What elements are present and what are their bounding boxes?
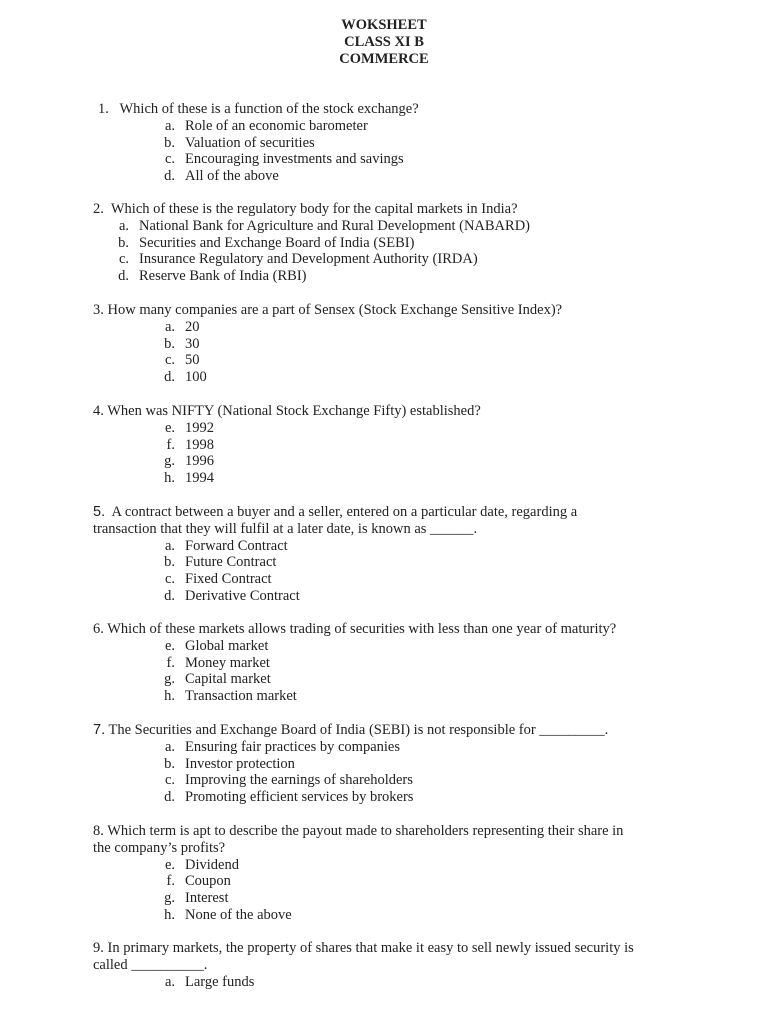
option-item: [93, 638, 683, 655]
question-8-stem: [93, 823, 683, 857]
question-text: The Securities and Exchange Board of India (SEBI) is not responsible for _________.: [108, 722, 609, 738]
option-item: [93, 890, 683, 907]
option-item: [93, 218, 683, 235]
question-6-stem: [93, 621, 683, 638]
question-number: 9.: [93, 940, 104, 956]
question-text: Which of these markets allows trading of securities with less than one year of maturity?: [107, 621, 617, 637]
option-item: [93, 437, 683, 454]
option-item: [93, 588, 683, 605]
option-letter: e.: [164, 419, 175, 436]
option-letter: f.: [166, 436, 175, 453]
question-2-options: [93, 218, 683, 285]
option-letter: a.: [164, 537, 175, 554]
option-text: Insurance Regulatory and Development Authority (IRDA): [139, 251, 478, 268]
question-6-options: [93, 638, 683, 705]
option-letter: b.: [164, 755, 175, 772]
option-text: Improving the earnings of shareholders: [185, 772, 413, 789]
option-item: [93, 168, 683, 185]
option-letter: g.: [164, 890, 175, 907]
option-item: [93, 420, 683, 437]
question-1-stem: [93, 101, 683, 118]
question-2-stem: [93, 201, 683, 218]
option-item: [93, 151, 683, 168]
question-number: 7.: [93, 722, 106, 738]
option-letter: a.: [164, 117, 175, 134]
question-text: Which term is apt to describe the payout made to shareholders representing their share in: [107, 823, 624, 839]
question-5-options: [93, 538, 683, 605]
option-text: Valuation of securities: [185, 134, 315, 151]
option-letter: h.: [164, 470, 175, 487]
option-text: 1998: [185, 436, 214, 453]
question-5: [93, 504, 683, 605]
option-letter: h.: [164, 906, 175, 923]
question-number: 4.: [93, 403, 104, 419]
question-text: Which of these is a function of the stock exchange?: [119, 101, 419, 117]
option-text: Encouraging investments and savings: [185, 151, 404, 168]
option-letter: f.: [166, 873, 175, 890]
option-text: National Bank for Agriculture and Rural Development (NABARD): [139, 217, 531, 234]
option-letter: d.: [118, 268, 129, 285]
question-3-options: [93, 319, 683, 386]
option-letter: c.: [118, 251, 129, 268]
option-item: [93, 655, 683, 672]
option-item: [93, 538, 683, 555]
option-item: [93, 789, 683, 806]
option-text: None of the above: [185, 906, 292, 923]
question-8-options: [93, 857, 683, 924]
option-text: 1994: [185, 470, 214, 487]
question-number: 1.: [98, 101, 109, 117]
option-letter: b.: [164, 134, 175, 151]
option-text: Ensuring fair practices by companies: [185, 738, 401, 755]
question-5-stem: [93, 504, 683, 538]
question-1: [93, 101, 683, 185]
option-letter: a.: [164, 318, 175, 335]
option-text: Coupon: [185, 873, 231, 890]
option-text: 30: [185, 335, 200, 352]
option-letter: e.: [164, 856, 175, 873]
option-text: Promoting efficient services by brokers: [185, 789, 414, 806]
option-item: [93, 336, 683, 353]
option-letter: c.: [164, 772, 175, 789]
option-text: Role of an economic barometer: [185, 117, 368, 134]
question-number: 5.: [93, 504, 106, 520]
question-6: [93, 621, 683, 705]
option-item: [93, 873, 683, 890]
option-text: Dividend: [185, 856, 239, 873]
option-item: [93, 671, 683, 688]
option-item: [93, 974, 683, 991]
question-7-stem: [93, 722, 683, 739]
question-text: When was NIFTY (National Stock Exchange Fifty) established?: [107, 403, 481, 419]
option-item: [93, 688, 683, 705]
question-3-stem: [93, 302, 683, 319]
question-number: 3.: [93, 302, 104, 318]
option-item: [93, 369, 683, 386]
option-item: [93, 739, 683, 756]
option-item: [93, 571, 683, 588]
option-item: [93, 857, 683, 874]
question-1-options: [93, 118, 683, 185]
option-text: Large funds: [185, 973, 255, 990]
question-text-continued: transaction that they will fulfil at a later date, is known as ______.: [93, 520, 478, 537]
option-letter: c.: [164, 571, 175, 588]
question-text: A contract between a buyer and a seller, entered on a particular date, regarding a: [111, 504, 578, 520]
option-text: Capital market: [185, 671, 271, 688]
question-7-options: [93, 739, 683, 806]
question-text: In primary markets, the property of shares that make it easy to sell newly issued security is: [107, 940, 634, 956]
option-text: 100: [185, 369, 207, 386]
option-letter: d.: [164, 168, 175, 185]
question-text-continued: the company’s profits?: [93, 839, 226, 856]
option-text: 20: [185, 318, 200, 335]
option-text: 1992: [185, 419, 214, 436]
option-item: [93, 772, 683, 789]
option-item: [93, 554, 683, 571]
option-letter: b.: [164, 554, 175, 571]
option-text: Money market: [185, 654, 270, 671]
option-letter: g.: [164, 671, 175, 688]
header-class: CLASS XI B: [344, 33, 424, 50]
header-subject: COMMERCE: [339, 50, 429, 67]
header-title: WOKSHEET: [341, 17, 427, 33]
question-4-options: [93, 420, 683, 487]
question-number: 2.: [93, 201, 104, 217]
option-text: Reserve Bank of India (RBI): [139, 268, 307, 285]
question-4-stem: [93, 403, 683, 420]
option-item: [93, 235, 683, 252]
option-text: Derivative Contract: [185, 587, 300, 604]
question-8: [93, 823, 683, 924]
option-letter: b.: [118, 234, 129, 251]
option-letter: h.: [164, 688, 175, 705]
option-item: [93, 470, 683, 487]
question-9-options: [93, 974, 683, 991]
option-letter: d.: [164, 587, 175, 604]
option-item: [93, 319, 683, 336]
option-letter: d.: [164, 369, 175, 386]
option-text: Transaction market: [185, 688, 297, 705]
question-number: 6.: [93, 621, 104, 637]
option-text: Global market: [185, 637, 269, 654]
question-text-continued: called __________.: [93, 956, 208, 973]
option-letter: a.: [164, 973, 175, 990]
option-letter: a.: [164, 738, 175, 755]
option-letter: c.: [164, 151, 175, 168]
option-text: Future Contract: [185, 554, 277, 571]
option-item: [93, 268, 683, 285]
option-text: Securities and Exchange Board of India (SEBI): [139, 234, 415, 251]
option-letter: a.: [118, 217, 129, 234]
question-number: 8.: [93, 823, 104, 839]
option-letter: e.: [164, 637, 175, 654]
option-item: [93, 118, 683, 135]
option-letter: c.: [164, 352, 175, 369]
option-text: All of the above: [185, 168, 279, 185]
question-9-stem: [93, 940, 683, 974]
option-letter: d.: [164, 789, 175, 806]
option-letter: g.: [164, 453, 175, 470]
question-9: [93, 940, 683, 990]
option-letter: b.: [164, 335, 175, 352]
question-2: [93, 201, 683, 285]
question-7: [93, 722, 683, 806]
question-text: How many companies are a part of Sensex (Stock Exchange Sensitive Index)?: [107, 302, 563, 318]
option-item: [93, 907, 683, 924]
option-text: 50: [185, 352, 200, 369]
option-text: Forward Contract: [185, 537, 288, 554]
option-text: Interest: [185, 890, 229, 907]
question-3: [93, 302, 683, 386]
option-text: Fixed Contract: [185, 571, 272, 588]
option-text: Investor protection: [185, 755, 295, 772]
question-4: [93, 403, 683, 487]
question-text: Which of these is the regulatory body for the capital markets in India?: [110, 201, 518, 217]
worksheet-header: [0, 17, 768, 67]
option-item: [93, 251, 683, 268]
option-text: 1996: [185, 453, 214, 470]
option-item: [93, 352, 683, 369]
option-item: [93, 453, 683, 470]
option-item: [93, 756, 683, 773]
option-item: [93, 135, 683, 152]
option-letter: f.: [166, 654, 175, 671]
